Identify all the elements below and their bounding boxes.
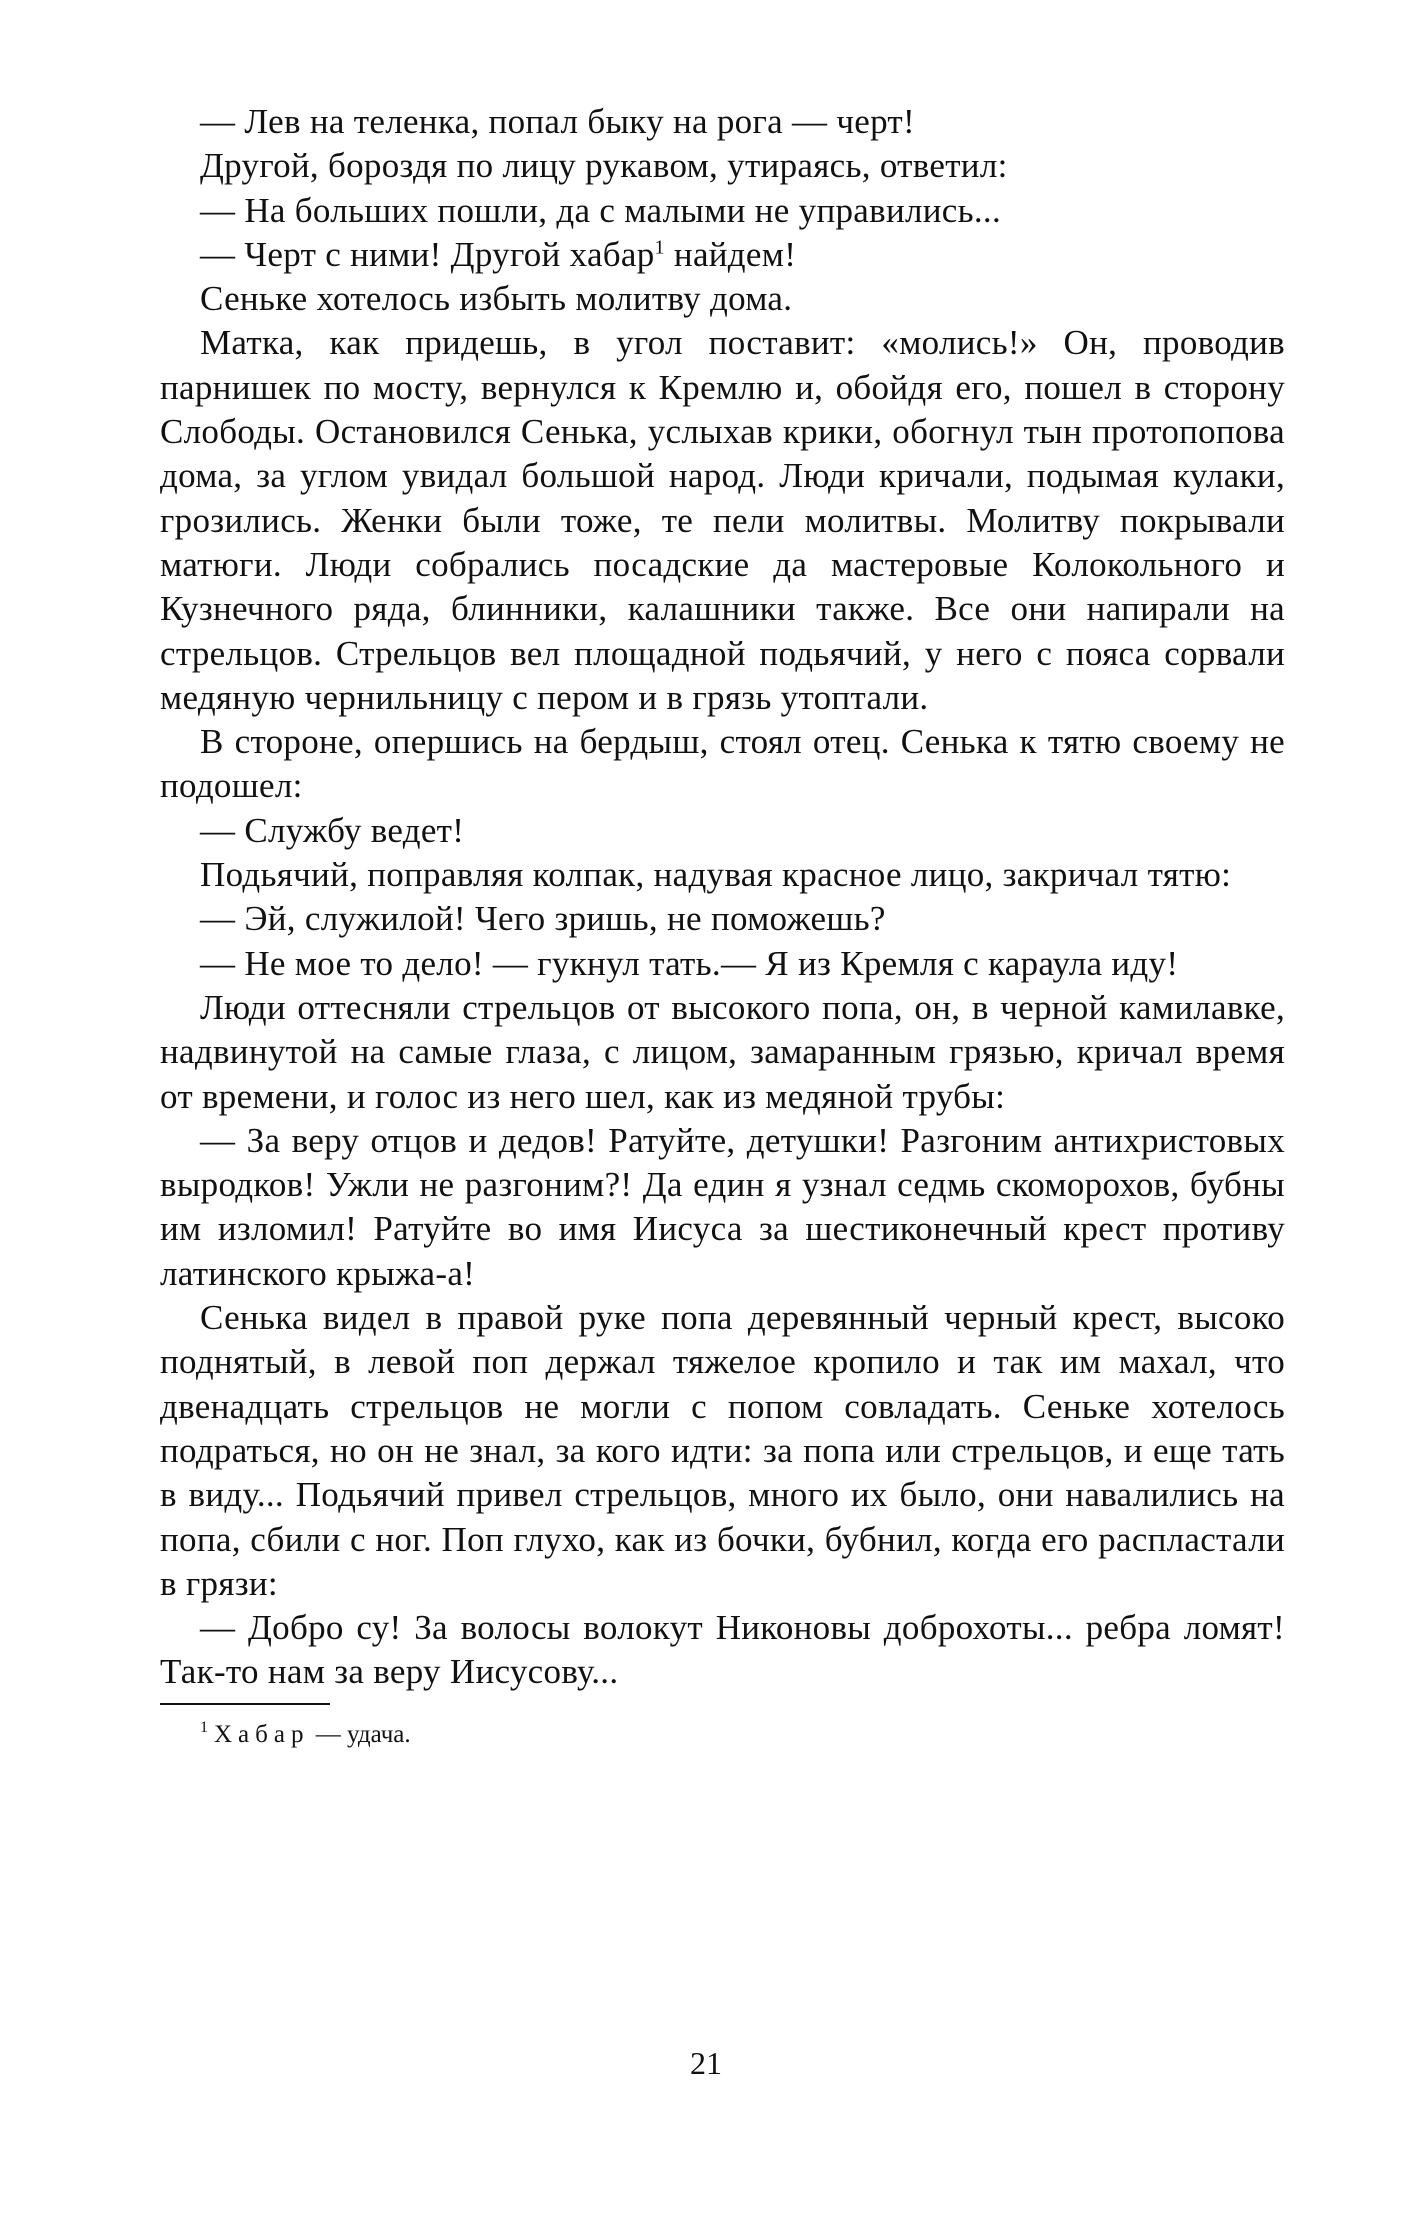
paragraph: — На больших пошли, да с малыми не управились... bbox=[200, 190, 1002, 230]
footnote-reference: 1 bbox=[654, 236, 665, 259]
body-text bbox=[160, 100, 1285, 1695]
footnote bbox=[160, 1719, 1285, 1751]
paragraph: — Добро су! За волосы волокут Никоновы доброхоты... ребра ломят! Так-то нам за веру Иисусову... bbox=[160, 1608, 1285, 1692]
paragraph: — Службу ведет! bbox=[200, 810, 465, 850]
paragraph: Сеньке хотелось избыть молитву дома. bbox=[200, 279, 793, 319]
paragraph: — Эй, служилой! Чего зришь, не поможешь? bbox=[200, 899, 886, 939]
footnote-term: Хабар bbox=[214, 1720, 310, 1748]
page-number: 21 bbox=[690, 2045, 722, 2081]
paragraph: — Не мое то дело! — гукнул тать.— Я из Кремля с караула иду! bbox=[200, 943, 1179, 983]
paragraph-text: — Черт с ними! Другой хабар bbox=[200, 234, 655, 274]
paragraph: В стороне, опершись на бердыш, стоял отец. Сенька к тятю своему не подошел: bbox=[160, 722, 1285, 806]
paragraph: Сенька видел в правой руке попа деревянный черный крест, высоко поднятый, в левой поп держал тяжелое кропило и так им махал, что двенадцать стрельцов не могли с попом совладать. Сеньке хотелось подраться, но он не знал, за кого идти: за попа или стрельцов, и еще тать в виду... Подьячий привел стрельцов, много их было, они навалились на попа, сбили с ног. Поп глухо, как из бочки, бубнил, когда его распластали в грязи: bbox=[160, 1298, 1285, 1603]
paragraph-with-footnote bbox=[160, 233, 1285, 277]
paragraph: — Лев на теленка, попал быку на рога — черт! bbox=[200, 102, 915, 141]
paragraph: — За веру отцов и дедов! Ратуйте, детушки! Разгоним антихристовых выродков! Ужли не разгоним?! Да един я узнал седмь скоморохов, бубны им изломил! Ратуйте во имя Иисуса за шестиконечный крест противу латинского крыжа-а! bbox=[160, 1120, 1285, 1293]
paragraph: Подьячий, поправляя колпак, надувая красное лицо, закричал тятю: bbox=[200, 855, 1232, 895]
page bbox=[160, 100, 1285, 1751]
paragraph: Другой, бороздя по лицу рукавом, утираясь, ответил: bbox=[200, 146, 1008, 186]
paragraph: Люди оттесняли стрельцов от высокого попа, он, в черной камилавке, надвинутой на самые глаза, с лицом, замаранным грязью, кричал время от времени, и голос из него шел, как из медяной трубы: bbox=[160, 987, 1285, 1116]
footnote-divider bbox=[160, 1703, 330, 1705]
paragraph: Матка, как придешь, в угол поставит: «молись!» Он, проводив парнишек по мосту, вернулся к Кремлю и, обойдя его, пошел в сторону Слободы. Остановился Сенька, услыхав крики, обогнул тын протопопова дома, за углом увидал большой народ. Люди кричали, подымая кулаки, грозились. Женки были тоже, те пели молитвы. Молитву покрывали матюги. Люди собрались посадские да мастеровые Колокольного и Кузнечного ряда, блинники, калашники также. Все они напирали на стрельцов. Стрельцов вел площадной подьячий, у него с пояса сорвали медяную чернильницу с пером и в грязь утоптали. bbox=[160, 323, 1285, 717]
footnote-definition: — удача. bbox=[309, 1720, 411, 1748]
paragraph-text: найдем! bbox=[664, 234, 797, 274]
footnote-mark: 1 bbox=[200, 1719, 208, 1737]
